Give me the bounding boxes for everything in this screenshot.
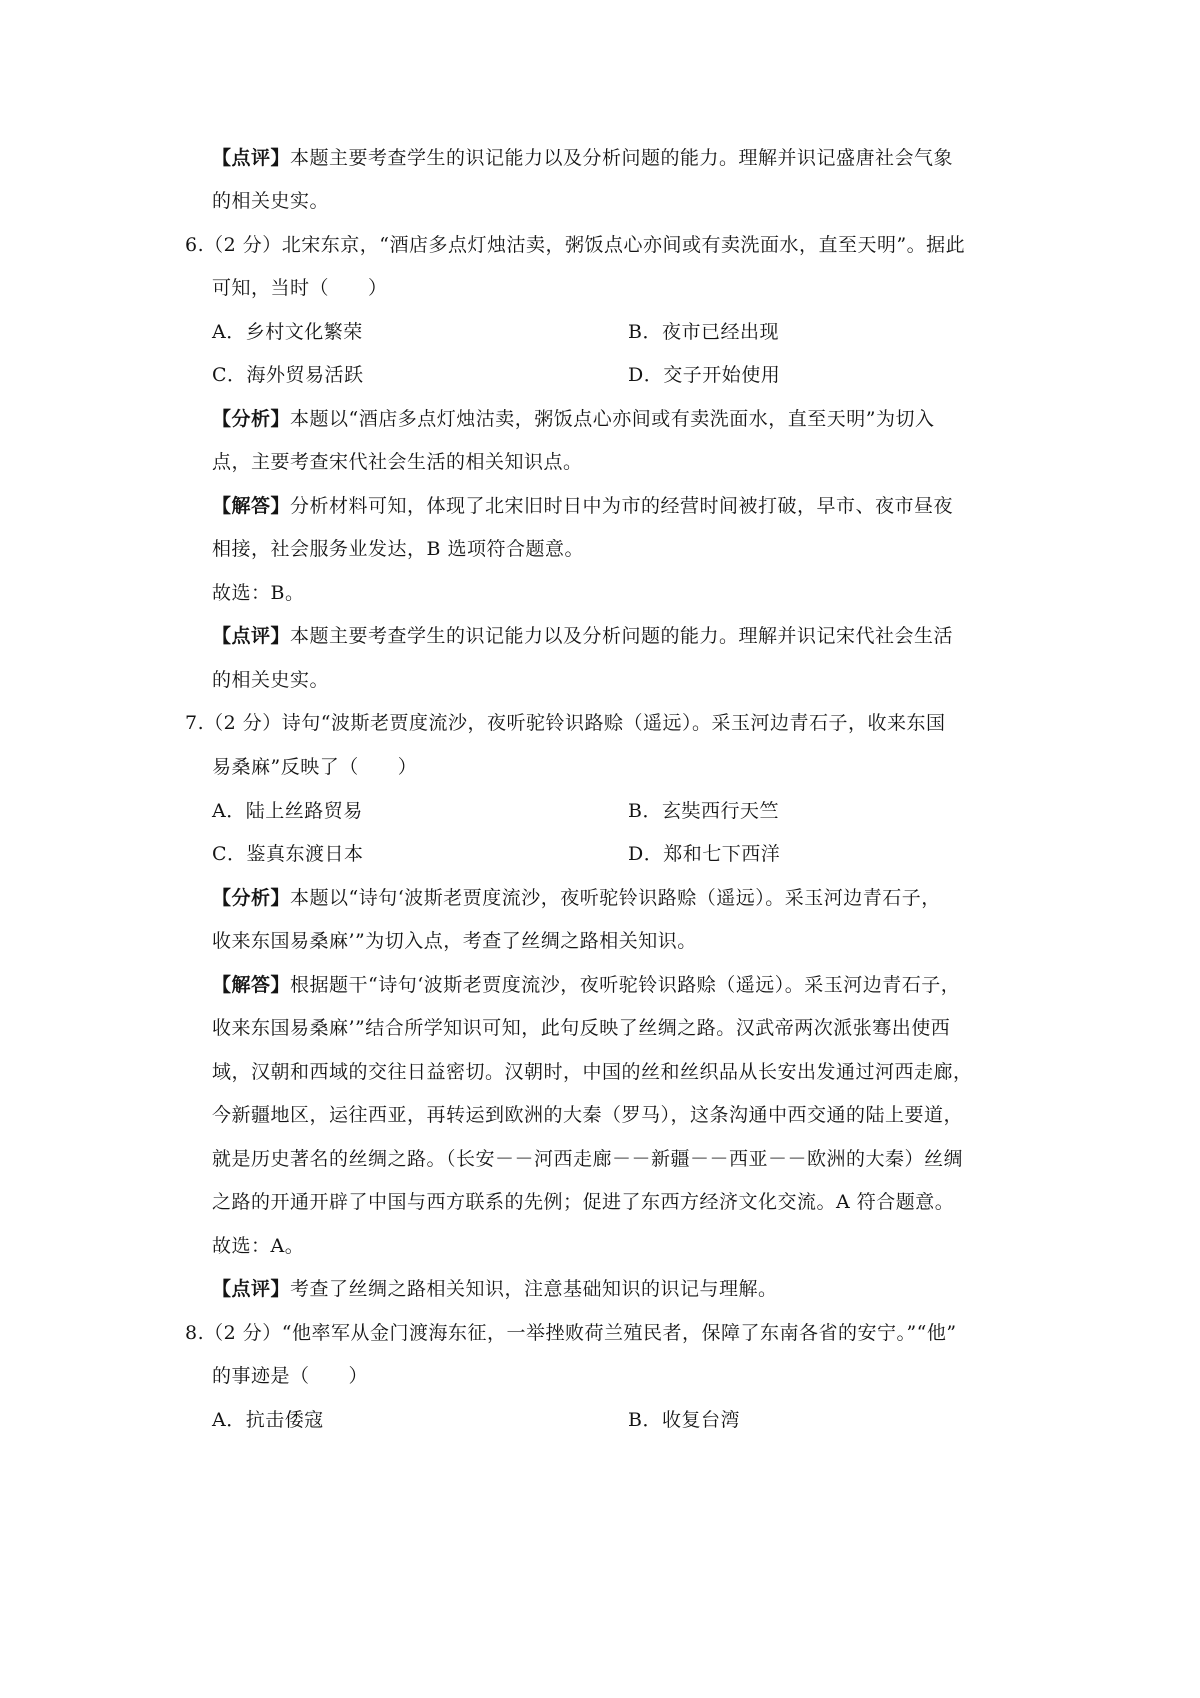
- question-6-analysis-cont: 点，主要考查宋代社会生活的相关知识点。: [212, 451, 583, 473]
- question-6-comment: [212, 622, 953, 650]
- comment-text: 本题主要考查学生的识记能力以及分析问题的能力。理解并识记宋代社会生活: [290, 625, 954, 647]
- question-7-answer-cont: 收来东国易桑麻’”结合所学知识可知，此句反映了丝绸之路。汉武帝两次派张骞出使西: [212, 1017, 951, 1039]
- analysis-text: 本题以“诗句‘波斯老贾度流沙，夜听驼铃识路赊（遥远）。采玉河边青石子，: [290, 887, 941, 909]
- question-6-comment-cont: 的相关史实。: [212, 669, 330, 691]
- question-7-comment: [212, 1275, 778, 1303]
- question-6-choice: 故选：B。: [212, 582, 305, 604]
- question-7-option-d: D．郑和七下西洋: [628, 843, 781, 865]
- comment-text: 考查了丝绸之路相关知识，注意基础知识的识记与理解。: [290, 1278, 778, 1300]
- question-7-stem: 7.（2 分）诗句“波斯老贾度流沙，夜听驼铃识路赊（遥远）。采玉河边青石子，收来东国: [185, 712, 946, 734]
- comment-line: [212, 144, 953, 172]
- question-7-answer-cont: 今新疆地区，运往西亚，再转运到欧洲的大秦（罗马），这条沟通中西交通的陆上要道，: [212, 1104, 964, 1126]
- analysis-tag: 【分析】: [212, 408, 291, 430]
- question-6-option-c: C．海外贸易活跃: [212, 364, 364, 386]
- question-6-option-a: A．乡村文化繁荣: [212, 321, 363, 343]
- question-8-stem-cont: 的事迹是（ ）: [212, 1365, 369, 1387]
- question-7-choice: 故选：A。: [212, 1235, 305, 1257]
- question-6-answer-cont: 相接，社会服务业发达，B 选项符合题意。: [212, 538, 585, 560]
- comment-line-cont: 的相关史实。: [212, 190, 330, 212]
- question-6-option-b: B．夜市已经出现: [628, 321, 779, 343]
- question-7-answer-cont: 就是历史著名的丝绸之路。（长安－－河西走廊－－新疆－－西亚－－欧洲的大秦）丝绸: [212, 1148, 964, 1170]
- question-6-stem: 6.（2 分）北宋东京，“酒店多点灯烛沽卖，粥饭点心亦间或有卖洗面水，直至天明”。据此: [185, 234, 966, 256]
- question-7-answer-cont: 域，汉朝和西域的交往日益密切。汉朝时，中国的丝和丝织品从长安出发通过河西走廊，: [212, 1061, 973, 1083]
- question-6-option-d: D．交子开始使用: [628, 364, 781, 386]
- question-8-option-a: A．抗击倭寇: [212, 1409, 324, 1431]
- question-6-analysis: [212, 405, 934, 433]
- analysis-text: 本题以“酒店多点灯烛沽卖，粥饭点心亦间或有卖洗面水，直至天明”为切入: [290, 408, 935, 430]
- question-7-option-b: B．玄奘西行天竺: [628, 800, 779, 822]
- question-7-stem-cont: 易桑麻”反映了（ ）: [212, 756, 418, 778]
- question-6-answer: [212, 492, 953, 520]
- comment-tag: 【点评】: [212, 625, 291, 647]
- answer-tag: 【解答】: [212, 495, 291, 517]
- question-7-option-c: C．鉴真东渡日本: [212, 843, 364, 865]
- comment-tag: 【点评】: [212, 147, 291, 169]
- question-8-option-b: B．收复台湾: [628, 1409, 740, 1431]
- question-6-stem-cont: 可知，当时（ ）: [212, 277, 388, 299]
- question-7-analysis-cont: 收来东国易桑麻’”为切入点，考查了丝绸之路相关知识。: [212, 930, 697, 952]
- question-7-answer-cont: 之路的开通开辟了中国与西方联系的先例；促进了东西方经济文化交流。A 符合题意。: [212, 1191, 955, 1213]
- question-8-stem: 8.（2 分）“他率军从金门渡海东征，一举挫败荷兰殖民者，保障了东南各省的安宁。”“他”: [185, 1322, 957, 1344]
- comment-tag: 【点评】: [212, 1278, 291, 1300]
- answer-text: 根据题干“诗句‘波斯老贾度流沙，夜听驼铃识路赊（遥远）。采玉河边青石子，: [290, 974, 961, 996]
- question-7-option-a: A．陆上丝路贸易: [212, 800, 363, 822]
- answer-text: 分析材料可知，体现了北宋旧时日中为市的经营时间被打破，早市、夜市昼夜: [290, 495, 954, 517]
- question-7-analysis: [212, 884, 941, 912]
- comment-text: 本题主要考查学生的识记能力以及分析问题的能力。理解并识记盛唐社会气象: [290, 147, 954, 169]
- analysis-tag: 【分析】: [212, 887, 291, 909]
- question-7-answer: [212, 971, 960, 999]
- answer-tag: 【解答】: [212, 974, 291, 996]
